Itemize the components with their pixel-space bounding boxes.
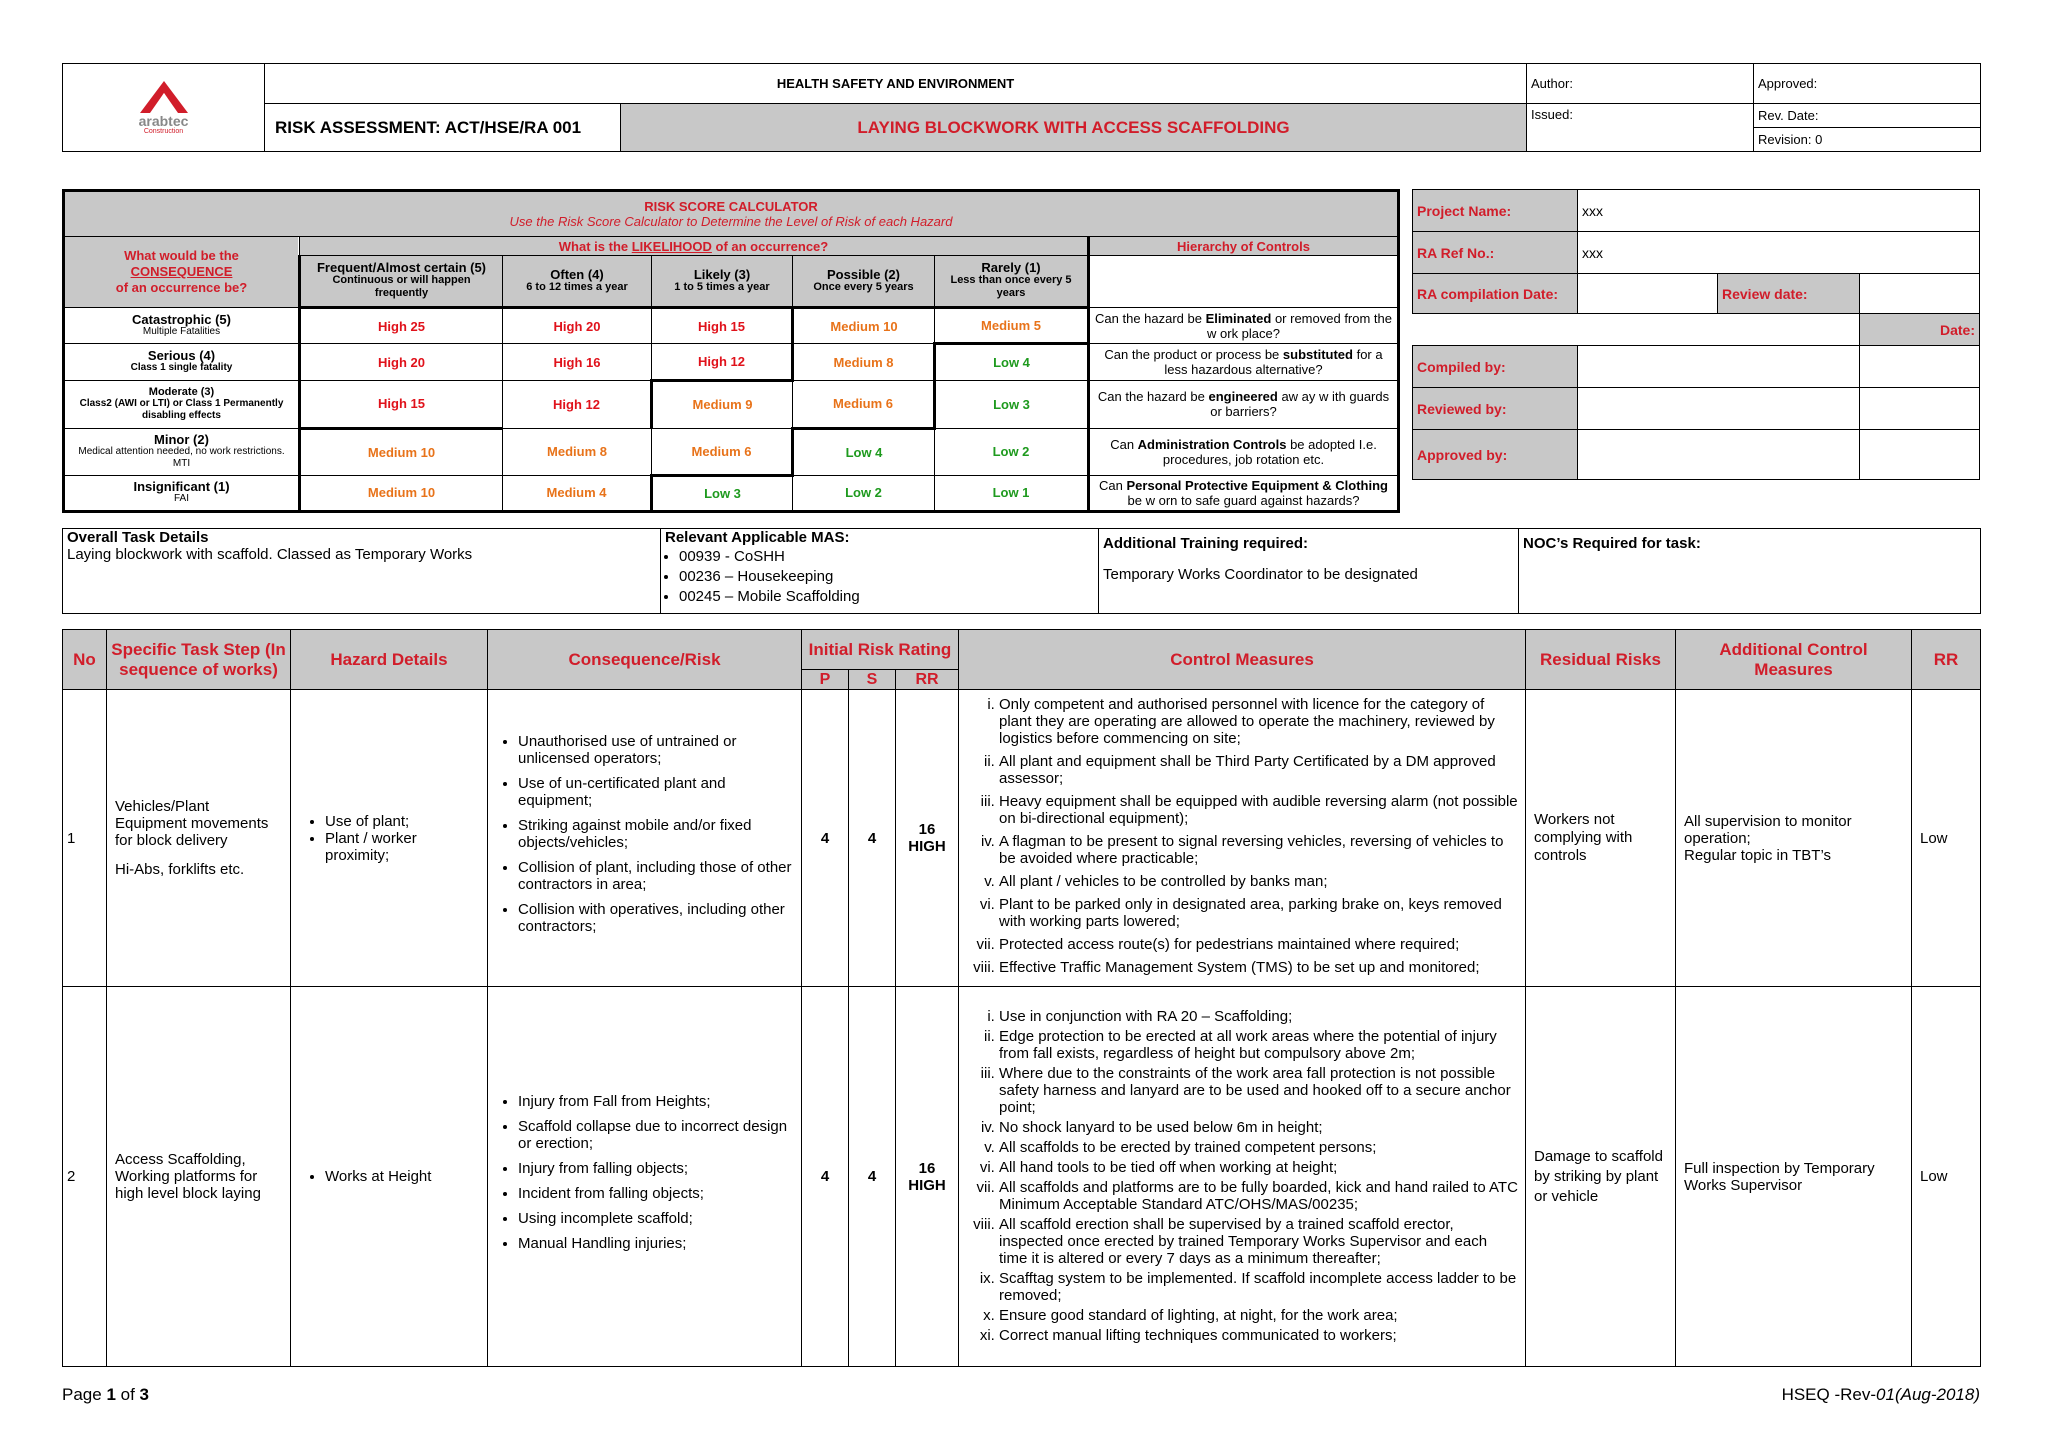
risk-score-cell: Medium 10 [300, 429, 503, 475]
document-title: LAYING BLOCKWORK WITH ACCESS SCAFFOLDING [621, 104, 1527, 152]
noc-label: NOC’s Required for task: [1523, 535, 1701, 552]
hierarchy-text: Can the product or process be [1104, 347, 1283, 363]
consequence-q1: What would be the [124, 248, 239, 264]
hazard-item: • Use of plant; [325, 813, 483, 830]
consequence-label [64, 344, 300, 380]
hierarchy-item [1089, 308, 1399, 344]
hierarchy-text: Can [1099, 477, 1127, 493]
page-current: 1 [106, 1385, 116, 1404]
risk-score-cell: High 20 [300, 344, 503, 380]
header-table [62, 63, 1981, 152]
risk-score-cell: Low 2 [935, 429, 1089, 475]
consequence-item: • Using incomplete scaffold; [518, 1210, 797, 1227]
control-item: i. Use in conjunction with RA 20 – Scaffolding; [999, 1008, 1519, 1025]
risk-score-cell: Low 3 [935, 380, 1089, 428]
severity-score: 4 [849, 690, 896, 987]
likelihood-desc: 6 to 12 times a year [526, 280, 628, 293]
ra-compilation-value [1578, 274, 1718, 314]
approved-by-value [1578, 430, 1860, 480]
compiled-by-value [1578, 346, 1860, 388]
risk-rating-level: HIGH [908, 1176, 946, 1194]
task-step-text: Access Scaffolding, Working platforms for high level block laying [115, 1151, 261, 1202]
control-item: iv. No shock lanyard to be used below 6m in height; [999, 1119, 1519, 1136]
likelihood-desc: Less than once every 5 years [950, 274, 1072, 300]
noc-cell [1519, 529, 1981, 614]
consequence-item: • Scaffold collapse due to incorrect design or erection; [518, 1118, 797, 1152]
additional-control-text: All supervision to monitor operation; [1684, 812, 1852, 847]
hierarchy-keyword: Personal Protective Equipment & Clothing [1126, 477, 1388, 493]
consequence-desc: Class2 (AWI or LTI) or Class 1 Permanently disabling effects [79, 398, 284, 422]
hierarchy-keyword: engineered [1208, 389, 1278, 405]
likelihood-desc: Continuous or will happen frequently [332, 274, 471, 300]
control-item: ii. Edge protection to be erected at all work areas where the potential of injury from fall exists, regardless of height but compulsory above 2m; [999, 1028, 1519, 1062]
likelihood-q1: What is the [558, 238, 632, 254]
project-name-label: Project Name: [1413, 190, 1578, 232]
additional-controls [1676, 987, 1912, 1367]
control-list [959, 1008, 1519, 1344]
hierarchy-keyword: Eliminated [1205, 310, 1272, 326]
hierarchy-text: be w orn to safe guard against hazards? [1127, 492, 1360, 508]
control-item: iv. A flagman to be present to signal reversing vehicles, reversing of vehicles to be avoided where practicable; [999, 833, 1519, 867]
consequence-label [64, 429, 300, 475]
risk-score-cell: High 12 [503, 380, 652, 428]
consequence-desc: Medical attention needed, no work restrictions. MTI [78, 445, 285, 469]
calculator-subtitle: Use the Risk Score Calculator to Determine the Level of Risk of each Hazard [509, 214, 953, 230]
calculator-title-cell [64, 191, 1399, 237]
risk-score-cell: Medium 9 [652, 380, 793, 428]
mas-item: • 00939 - CoSHH [679, 548, 1094, 565]
risk-score-cell: Low 4 [793, 429, 935, 475]
calculator-title: RISK SCORE CALCULATOR [644, 199, 818, 215]
risk-score-cell: High 12 [652, 344, 793, 380]
likelihood-desc: 1 to 5 times a year [674, 280, 770, 293]
col-step: Specific Task Step (In sequence of works) [107, 630, 291, 690]
hierarchy-text: or removed from the w ork place? [1207, 310, 1392, 341]
risk-score-cell: High 15 [300, 380, 503, 428]
risk-score-cell: Medium 10 [300, 475, 503, 511]
likelihood-header [793, 255, 935, 307]
likelihood-question [300, 237, 1089, 255]
consequence-risk [488, 987, 802, 1367]
consequence-name: Moderate (3) [148, 386, 215, 399]
task-step [107, 690, 291, 987]
hierarchy-item [1089, 344, 1399, 380]
control-item: vi. All hand tools to be tied off when working at height; [999, 1159, 1519, 1176]
col-hazard: Hazard Details [291, 630, 488, 690]
doc-code-italic: 01(Aug-2018) [1876, 1385, 1980, 1404]
consequence-item: • Injury from falling objects; [518, 1160, 797, 1177]
consequence-list [492, 733, 797, 935]
consequence-item: • Collision with operatives, including other contractors; [518, 901, 797, 935]
control-item: viii. Effective Traffic Management System (TMS) to be set up and monitored; [999, 959, 1519, 976]
arabtec-logo-icon [134, 79, 194, 115]
page-of: of [115, 1385, 140, 1404]
risk-score-cell: Medium 4 [503, 475, 652, 511]
risk-score-cell: Medium 10 [793, 308, 935, 344]
control-measures [959, 690, 1526, 987]
consequence-desc: FAI [173, 492, 189, 504]
training-label: Additional Training required: [1103, 535, 1309, 552]
control-item: x. Ensure good standard of lighting, at night, for the work area; [999, 1307, 1519, 1324]
overall-task-cell [63, 529, 661, 614]
reviewed-by-value [1578, 388, 1860, 430]
reviewed-date-value [1860, 388, 1980, 430]
approved-by-label: Approved by: [1413, 430, 1578, 480]
risk-score-cell: Medium 6 [652, 429, 793, 475]
rev-date-field: Rev. Date: [1754, 104, 1981, 128]
likelihood-header [935, 255, 1089, 307]
consequence-risk [488, 690, 802, 987]
consequence-name: Insignificant (1) [133, 478, 230, 494]
likelihood-name: Likely (3) [693, 266, 751, 282]
probability-score: 4 [802, 690, 849, 987]
likelihood-name: Rarely (1) [981, 260, 1041, 276]
dept-title: HEALTH SAFETY AND ENVIRONMENT [265, 64, 1527, 104]
hierarchy-text: be adopted I.e. procedures, job rotation etc. [1162, 436, 1377, 467]
mas-list [665, 548, 1094, 605]
ra-compilation-label: RA compilation Date: [1413, 274, 1578, 314]
col-consequence: Consequence/Risk [488, 630, 802, 690]
ra-number: RISK ASSESSMENT: ACT/HSE/RA 001 [265, 104, 621, 152]
hierarchy-keyword: substituted [1282, 347, 1353, 363]
control-item: ii. All plant and equipment shall be Third Party Certificated by a DM approved assessor; [999, 753, 1519, 787]
blank-cell [1413, 314, 1860, 346]
page-number [62, 1385, 149, 1405]
residual-rating: Low [1912, 987, 1981, 1367]
mas-cell [661, 529, 1099, 614]
compiled-date-value [1860, 346, 1980, 388]
risk-score-cell: Medium 8 [503, 429, 652, 475]
likelihood-name: Possible (2) [827, 266, 900, 282]
control-item: v. All scaffolds to be erected by trained competent persons; [999, 1139, 1519, 1156]
overall-task-value: Laying blockwork with scaffold. Classed as Temporary Works [67, 546, 473, 563]
consequence-q2: CONSEQUENCE [130, 264, 233, 280]
risk-score-cell: High 25 [300, 308, 503, 344]
issued-field: Issued: [1527, 104, 1754, 152]
risk-assessment-table [62, 629, 1981, 1367]
col-p: P [802, 670, 849, 690]
risk-score-cell: Medium 8 [793, 344, 935, 380]
risk-score-calculator [62, 189, 1400, 513]
table-row [63, 987, 1981, 1367]
likelihood-q3: of an occurrence? [711, 238, 829, 254]
approved-field: Approved: [1754, 64, 1981, 104]
logo-subtext: Construction [143, 128, 184, 135]
author-field: Author: [1527, 64, 1754, 104]
hazard-details [291, 987, 488, 1367]
logo-text: arabtec [138, 113, 189, 129]
hazard-item: • Works at Height [325, 1168, 483, 1185]
review-date-value [1860, 274, 1980, 314]
col-residual: Residual Risks [1526, 630, 1676, 690]
control-list [959, 696, 1519, 976]
task-overview-table [62, 528, 1981, 614]
hazard-item: • Plant / worker proximity; [325, 830, 483, 864]
likelihood-header [503, 255, 652, 307]
hierarchy-item [1089, 380, 1399, 428]
consequence-question [64, 237, 300, 308]
mas-item: • 00236 – Housekeeping [679, 568, 1094, 585]
residual-risk: Workers not complying with controls [1526, 690, 1676, 987]
likelihood-header [652, 255, 793, 307]
risk-score-cell: Medium 6 [793, 380, 935, 428]
consequence-name: Serious (4) [147, 348, 216, 364]
table-header-row [63, 630, 1981, 670]
doc-code-text: HSEQ -Rev- [1781, 1385, 1877, 1404]
row-number: 2 [63, 987, 107, 1367]
consequence-item: • Striking against mobile and/or fixed objects/vehicles; [518, 817, 797, 851]
consequence-label [64, 380, 300, 428]
page-prefix: Page [62, 1385, 107, 1404]
probability-score: 4 [802, 987, 849, 1367]
col-initial: Initial Risk Rating [802, 630, 959, 670]
likelihood-header [300, 255, 503, 307]
consequence-q3: of an occurrence be? [115, 280, 248, 296]
matrix-row-3 [64, 380, 1399, 428]
hierarchy-text: aw ay w ith guards or barriers? [1210, 389, 1390, 420]
risk-score-cell: High 16 [503, 344, 652, 380]
training-cell [1099, 529, 1519, 614]
hazard-details [291, 690, 488, 987]
consequence-name: Catastrophic (5) [132, 311, 231, 327]
consequence-desc: Class 1 single fatality [130, 362, 233, 374]
control-item: vi. Plant to be parked only in designated area, parking brake on, keys removed with working parts lowered; [999, 896, 1519, 930]
hierarchy-item [1089, 429, 1399, 475]
consequence-item: • Unauthorised use of untrained or unlicensed operators; [518, 733, 797, 767]
risk-score-cell: Low 3 [652, 475, 793, 511]
consequence-item: • Use of un-certificated plant and equipment; [518, 775, 797, 809]
additional-control-text: Full inspection by Temporary Works Supervisor [1684, 1159, 1875, 1194]
task-step-text: Vehicles/Plant Equipment movements for block delivery [115, 798, 269, 849]
consequence-item: • Collision of plant, including those of other contractors in area; [518, 859, 797, 893]
risk-rating [896, 690, 959, 987]
date-label: Date: [1860, 314, 1980, 346]
page-total: 3 [139, 1385, 149, 1404]
matrix-row-2 [64, 344, 1399, 380]
control-item: v. All plant / vehicles to be controlled by banks man; [999, 873, 1519, 890]
risk-rating-value: 16 [918, 1159, 936, 1177]
reviewed-by-label: Reviewed by: [1413, 388, 1578, 430]
consequence-item: • Injury from Fall from Heights; [518, 1093, 797, 1110]
revision-field: Revision: 0 [1754, 128, 1981, 152]
compiled-by-label: Compiled by: [1413, 346, 1578, 388]
col-rr: RR [896, 670, 959, 690]
consequence-label [64, 475, 300, 511]
likelihood-name: Often (4) [550, 266, 604, 282]
additional-control-text: Regular topic in TBT’s [1684, 846, 1832, 864]
matrix-row-5 [64, 475, 1399, 511]
ra-ref-label: RA Ref No.: [1413, 232, 1578, 274]
col-control: Control Measures [959, 630, 1526, 690]
risk-rating-value: 16 [918, 821, 936, 838]
table-row [63, 690, 1981, 987]
doc-code [1782, 1385, 1980, 1405]
hierarchy-title: Hierarchy of Controls [1089, 237, 1399, 255]
overall-task-label: Overall Task Details [67, 529, 209, 546]
hierarchy-text: Can [1110, 436, 1138, 452]
risk-score-cell: Medium 5 [935, 308, 1089, 344]
hierarchy-text: Can the hazard be [1095, 310, 1206, 326]
risk-score-cell: Low 2 [793, 475, 935, 511]
matrix-row-4 [64, 429, 1399, 475]
risk-rating-level: HIGH [908, 838, 946, 855]
control-item: viii. All scaffold erection shall be supervised by a trained scaffold erector, inspected once erected by trained Temporary Works Supervisor and each time it is altered or every 7 days as a minimum thereafter; [999, 1216, 1519, 1267]
likelihood-desc: Once every 5 years [813, 280, 914, 293]
control-item: vii. All scaffolds and platforms are to be fully boarded, kick and hand railed to ATC Minimum Acceptable Standard ATC/OHS/MAS/00235; [999, 1179, 1519, 1213]
training-value: Temporary Works Coordinator to be designated [1103, 566, 1418, 583]
likelihood-q2: LIKELIHOOD [631, 238, 712, 254]
consequence-desc: Multiple Fatalities [142, 325, 221, 337]
risk-rating [896, 987, 959, 1367]
hierarchy-text: for a less hazardous alternative? [1164, 347, 1383, 378]
severity-score: 4 [849, 987, 896, 1367]
hazard-list [295, 1168, 483, 1185]
control-item: iii. Where due to the constraints of the work area fall protection is not possible safety harness and lanyard are to be used and hooked off to a secure anchor point; [999, 1065, 1519, 1116]
col-no: No [63, 630, 107, 690]
project-name-value: xxx [1578, 190, 1980, 232]
control-item: i. Only competent and authorised personnel with licence for the category of plant they are operating are allowed to operate the machinery, reviewed by logistics before commencing on site; [999, 696, 1519, 747]
consequence-item: • Manual Handling injuries; [518, 1235, 797, 1252]
ra-ref-value: xxx [1578, 232, 1980, 274]
risk-score-cell: High 15 [652, 308, 793, 344]
consequence-list [492, 1093, 797, 1252]
review-date-label: Review date: [1718, 274, 1860, 314]
consequence-label [64, 308, 300, 344]
mas-label: Relevant Applicable MAS: [665, 529, 850, 546]
control-item: ix. Scafftag system to be implemented. If scaffold incomplete access ladder to be removed; [999, 1270, 1519, 1304]
col-rr2: RR [1912, 630, 1981, 690]
col-s: S [849, 670, 896, 690]
row-number: 1 [63, 690, 107, 987]
control-measures [959, 987, 1526, 1367]
consequence-item: • Incident from falling objects; [518, 1185, 797, 1202]
mas-item: • 00245 – Mobile Scaffolding [679, 588, 1094, 605]
control-item: iii. Heavy equipment shall be equipped with audible reversing alarm (not possible on bi-directional equipment); [999, 793, 1519, 827]
consequence-name: Minor (2) [154, 431, 209, 447]
hierarchy-item [1089, 475, 1399, 511]
control-item: xi. Correct manual lifting techniques communicated to workers; [999, 1327, 1519, 1344]
hazard-list [295, 813, 483, 864]
control-item: vii. Protected access route(s) for pedestrians maintained where required; [999, 936, 1519, 953]
logo-cell [63, 64, 265, 152]
residual-risk: Damage to scaffold by striking by plant or vehicle [1526, 987, 1676, 1367]
likelihood-name: Frequent/Almost certain (5) [316, 260, 487, 276]
task-step-example: Hi-Abs, forklifts etc. [115, 861, 245, 878]
hierarchy-keyword: Administration Controls [1137, 436, 1287, 452]
risk-score-cell: Low 1 [935, 475, 1089, 511]
matrix-row-1 [64, 308, 1399, 344]
risk-score-cell: High 20 [503, 308, 652, 344]
residual-rating: Low [1912, 690, 1981, 987]
approved-date-value [1860, 430, 1980, 480]
project-info-table [1412, 189, 1980, 480]
risk-score-cell: Low 4 [935, 344, 1089, 380]
col-additional: Additional Control Measures [1676, 630, 1912, 690]
additional-controls [1676, 690, 1912, 987]
task-step [107, 987, 291, 1367]
hierarchy-text: Can the hazard be [1097, 389, 1209, 405]
